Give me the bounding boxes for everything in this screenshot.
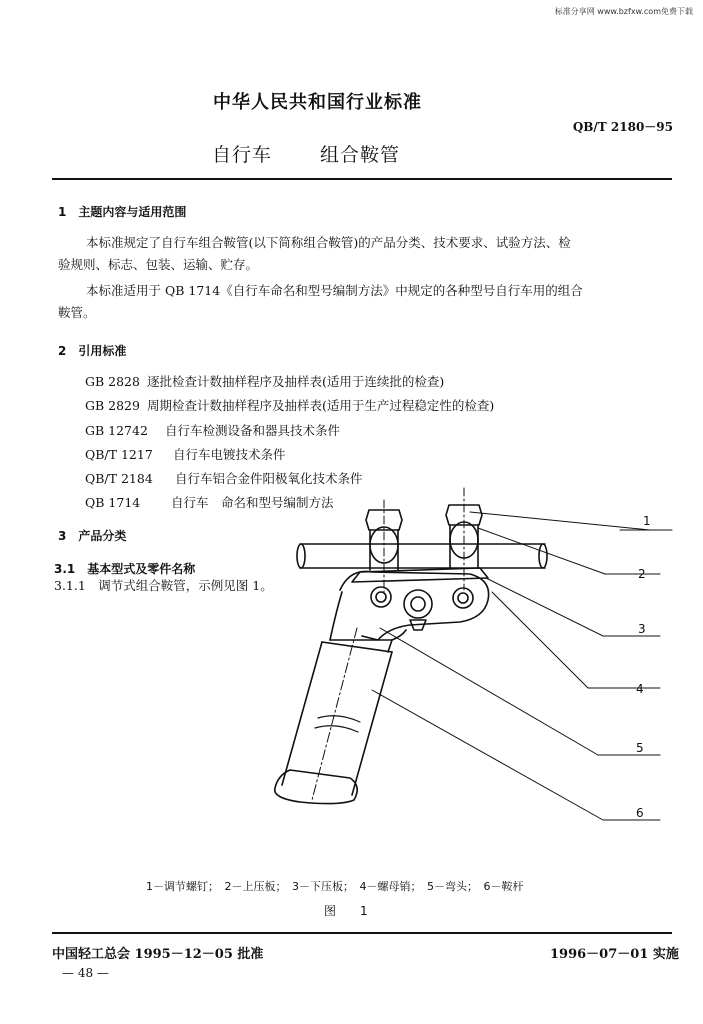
- reference-title: 周期检查计数抽样程序及抽样表(适用于生产过程稳定性的检查): [147, 398, 495, 413]
- callout-6: 6: [636, 806, 644, 820]
- section-1-para1-line2: 验规则、标志、包装、运输、贮存。: [58, 257, 259, 272]
- reference-code: GB 12742: [85, 423, 148, 438]
- footer-rule: [52, 932, 672, 934]
- subtitle-part-b: 组合鞍管: [320, 144, 401, 166]
- callout-3: 3: [638, 622, 646, 636]
- reference-title: 自行车铝合金件阳极氧化技术条件: [175, 471, 363, 486]
- document-title: 中华人民共和国行业标准: [213, 92, 422, 113]
- section-1-para2-line1: 本标准适用于 QB 1714《自行车命名和型号编制方法》中规定的各种型号自行车用的组合: [86, 283, 583, 298]
- callout-2: 2: [638, 567, 646, 581]
- reference-title: 自行车检测设备和器具技术条件: [165, 423, 341, 438]
- reference-code: QB/T 1217: [85, 447, 153, 462]
- standard-code: QB/T 2180－95: [572, 120, 673, 134]
- figure-caption: 1－调节螺钉； 2－上压板； 3－下压板； 4－螺母销； 5－弯头； 6－鞍杆: [146, 880, 524, 893]
- callout-4: 4: [636, 682, 644, 696]
- section-2-heading: 2 引用标准: [58, 344, 127, 358]
- reference-code: GB 2829: [85, 398, 140, 413]
- callout-1: 1: [643, 514, 651, 528]
- reference-title: 逐批检查计数抽样程序及抽样表(适用于连续批的检查): [147, 374, 445, 389]
- page-number: — 48 —: [62, 966, 109, 980]
- reference-title: 自行车电镀技术条件: [173, 447, 286, 462]
- section-3-1-heading: 3.1 基本型式及零件名称: [54, 562, 196, 576]
- section-1-para2-line2: 鞍管。: [58, 305, 96, 320]
- section-3-1-1-text: 3.1.1 调节式组合鞍管，示例见图 1。: [54, 578, 273, 593]
- callout-5: 5: [636, 741, 644, 755]
- reference-title: 自行车 命名和型号编制方法: [171, 495, 334, 510]
- section-3-heading: 3 产品分类: [58, 529, 127, 543]
- section-1-para1-line1: 本标准规定了自行车组合鞍管(以下简称组合鞍管)的产品分类、技术要求、试验方法、检: [86, 235, 571, 250]
- effective-date: 1996－07－01 实施: [550, 947, 679, 962]
- figure-title: 图 1: [324, 904, 368, 918]
- reference-code: GB 2828: [85, 374, 140, 389]
- reference-code: QB/T 2184: [85, 471, 153, 486]
- watermark: 标准分享网 www.bzfxw.com免费下载: [554, 7, 693, 16]
- approval-text: 中国轻工总会 1995－12－05 批准: [52, 947, 264, 962]
- reference-code: QB 1714: [85, 495, 141, 510]
- section-1-heading: 1 主题内容与适用范围: [58, 205, 187, 219]
- subtitle-part-a: 自行车: [212, 144, 273, 166]
